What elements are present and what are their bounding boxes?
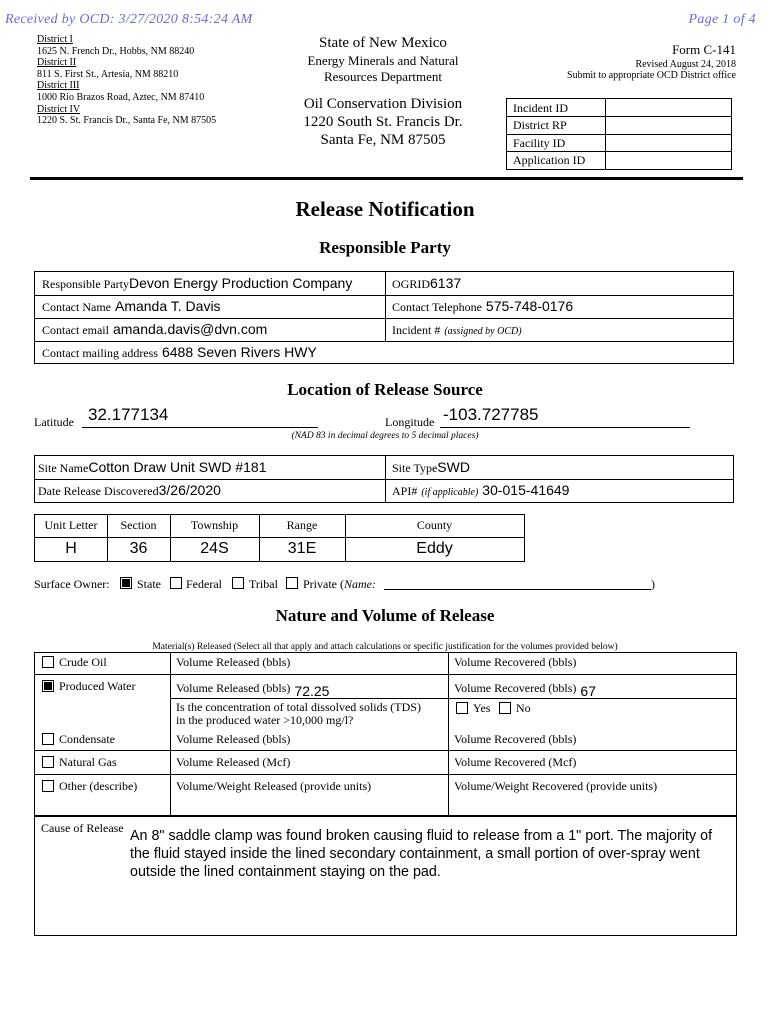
division-line3: Santa Fe, NM 87505 (320, 132, 446, 148)
incident-id-label: Incident ID (513, 101, 568, 115)
contact-name-label: Contact Name (42, 300, 111, 314)
crude-released-label: Volume Released (bbls) (176, 655, 291, 669)
private-name-input[interactable] (384, 576, 651, 590)
unit-table (34, 514, 525, 562)
agency-line1: State of New Mexico (319, 35, 447, 51)
contact-name-field[interactable] (42, 298, 221, 316)
longitude-value: -103.727785 (443, 405, 539, 424)
gas-released-label: Volume Released (Mcf) (176, 755, 291, 769)
division-line1: Oil Conservation Division (303, 96, 463, 112)
federal-checkbox[interactable] (170, 577, 182, 589)
contact-name-value: Amanda T. Davis (114, 298, 221, 314)
date-value: 3/26/2020 (158, 482, 221, 498)
latitude-input[interactable] (82, 405, 318, 428)
district-name: District IV (37, 103, 81, 115)
tribal-label: Tribal (249, 577, 278, 591)
private-name-label: Name: (344, 577, 376, 591)
pw-recovered-label: Volume Recovered (bbls) (454, 681, 577, 695)
gas-recovered-label: Volume Recovered (Mcf) (454, 755, 577, 769)
phone-field[interactable] (392, 298, 573, 316)
district-address: 1625 N. French Dr., Hobbs, NM 88240 (37, 45, 195, 57)
division-line2: 1220 South St. Francis Dr. (303, 114, 463, 130)
email-value: amanda.davis@dvn.com (112, 321, 268, 337)
page-stamp: Page 1 of 4 (688, 12, 756, 27)
application-id-label: Application ID (513, 153, 586, 167)
private-label (303, 577, 376, 592)
nad-note: (NAD 83 in decimal degrees to 5 decimal places) (291, 431, 479, 441)
county-value[interactable]: Eddy (416, 540, 453, 557)
tds-question-line1: Is the concentration of total dissolved solids (TDS) (176, 700, 421, 714)
crude-oil-label: Crude Oil (59, 655, 107, 669)
condensate-checkbox[interactable] (42, 733, 54, 745)
other-label: Other (describe) (59, 779, 138, 793)
date-label: Date Release Discovered (38, 484, 159, 498)
incident-label: Incident # (392, 323, 441, 337)
api-note: (if applicable) (421, 487, 479, 498)
tribal-checkbox[interactable] (232, 577, 244, 589)
ogrid-value: 6137 (430, 275, 462, 291)
natural-gas-label: Natural Gas (59, 755, 117, 769)
other-checkbox[interactable] (42, 780, 54, 792)
email-field[interactable] (42, 321, 267, 339)
natural-gas-checkbox[interactable] (42, 756, 54, 768)
tds-no-checkbox[interactable] (499, 702, 511, 714)
mailing-value: 6488 Seven Rivers HWY (161, 344, 317, 360)
pw-released-value: 72.25 (294, 683, 330, 699)
nature-heading: Nature and Volume of Release (275, 606, 495, 625)
crude-recovered-label: Volume Recovered (bbls) (454, 655, 577, 669)
materials-note: Material(s) Released (Select all that apply and attach calculations or specific justification for the volumes provided below) (152, 642, 618, 652)
api-field[interactable] (392, 482, 569, 500)
agency-line3: Resources Department (323, 69, 443, 84)
party-label: Responsible Party (42, 277, 129, 291)
form-submit: Submit to appropriate OCD District office (567, 70, 736, 81)
incident-note: (assigned by OCD) (444, 326, 522, 337)
district-address: 1220 S. St. Francis Dr., Santa Fe, NM 87505 (37, 115, 217, 127)
pw-recovered-value: 67 (580, 683, 596, 699)
township-value[interactable]: 24S (200, 540, 229, 557)
latitude-value: 32.177134 (88, 405, 169, 424)
latitude-label: Latitude (34, 415, 74, 429)
other-released-label: Volume/Weight Released (provide units) (176, 779, 372, 793)
incident-field[interactable] (392, 321, 522, 339)
responsible-party-table (34, 271, 734, 364)
tds-no-label: No (516, 701, 531, 715)
pw-released-field[interactable] (176, 679, 329, 697)
page-title: Release Notification (295, 197, 475, 221)
site-type-label: Site Type (392, 461, 438, 475)
private-checkbox[interactable] (286, 577, 298, 589)
location-heading: Location of Release Source (287, 380, 483, 399)
section-header: Section (120, 518, 157, 532)
federal-label: Federal (186, 577, 222, 591)
produced-water-label: Produced Water (59, 679, 136, 693)
state-checkbox[interactable] (120, 577, 132, 589)
header-divider (30, 177, 743, 180)
ogrid-field[interactable] (392, 275, 461, 293)
date-field[interactable] (38, 482, 221, 500)
api-value: 30-015-41649 (482, 482, 570, 498)
cause-label: Cause of Release (41, 821, 124, 835)
facility-id-label: Facility ID (513, 136, 566, 150)
site-type-field[interactable] (392, 459, 470, 477)
agency-block (283, 34, 483, 149)
responsible-heading: Responsible Party (319, 238, 451, 257)
tds-question (176, 701, 421, 727)
condensate-released-label: Volume Released (bbls) (176, 732, 291, 746)
tds-yes-label: Yes (473, 701, 491, 715)
other-recovered-label: Volume/Weight Recovered (provide units) (454, 779, 658, 793)
site-type-value: SWD (437, 459, 470, 475)
district-address: 811 S. First St., Artesia, NM 88210 (37, 68, 179, 80)
district-name: District I (37, 34, 73, 45)
mailing-field[interactable] (42, 344, 317, 362)
private-close: ) (651, 577, 655, 591)
nature-table (34, 652, 737, 816)
mailing-label: Contact mailing address (42, 346, 158, 360)
email-label: Contact email (42, 323, 109, 337)
pw-recovered-field[interactable] (454, 679, 596, 697)
tds-yes-checkbox[interactable] (456, 702, 468, 714)
phone-value: 575-748-0176 (485, 298, 574, 314)
district-name: District II (37, 57, 77, 69)
received-stamp: Received by OCD: 3/27/2020 8:54:24 AM (5, 12, 253, 27)
pw-released-label: Volume Released (bbls) (176, 681, 291, 695)
range-value[interactable]: 31E (287, 540, 317, 557)
form-number: Form C-141 (672, 42, 736, 57)
site-name-value: Cotton Draw Unit SWD #181 (88, 459, 267, 475)
tds-question-line2: in the produced water >10,000 mg/l? (176, 713, 354, 727)
range-header: Range (286, 518, 318, 532)
site-name-field[interactable] (38, 459, 267, 477)
ogrid-label: OGRID (392, 277, 430, 291)
api-label: API# (392, 484, 418, 498)
unit-letter-header: Unit Letter (44, 518, 98, 532)
district-rp-label: District RP (513, 118, 567, 132)
unit-letter-value[interactable]: H (65, 540, 77, 557)
district-address: 1000 Rio Brazos Road, Aztec, NM 87410 (37, 91, 205, 103)
longitude-input[interactable] (440, 405, 690, 428)
township-header: Township (190, 518, 239, 532)
id-box (506, 98, 732, 170)
district-name: District III (37, 80, 80, 92)
district-list (37, 34, 277, 127)
phone-label: Contact Telephone (392, 300, 482, 314)
form-info (567, 42, 736, 81)
party-field[interactable] (42, 275, 352, 293)
produced-water-checkbox[interactable] (42, 680, 54, 692)
agency-line2: Energy Minerals and Natural (307, 53, 459, 68)
longitude-label: Longitude (385, 415, 435, 429)
condensate-recovered-label: Volume Recovered (bbls) (454, 732, 577, 746)
cause-box[interactable] (34, 816, 737, 936)
site-table (34, 455, 734, 503)
party-value: Devon Energy Production Company (129, 275, 353, 291)
cause-value: An 8" saddle clamp was found broken causing fluid to release from a 1" port. The majority of the fluid stayed inside the lined secondary containment, a small portion of over-spray went outside the lined containment staying on the pad. (130, 828, 713, 880)
county-header: County (416, 518, 453, 532)
state-label: State (137, 577, 161, 591)
section-value[interactable]: 36 (129, 540, 148, 557)
form-revised: Revised August 24, 2018 (635, 59, 736, 70)
surface-owner-label: Surface Owner: (34, 577, 110, 591)
private-text: Private ( (303, 577, 344, 591)
condensate-label: Condensate (59, 732, 115, 746)
site-name-label: Site Name (38, 461, 89, 475)
crude-oil-checkbox[interactable] (42, 656, 54, 668)
